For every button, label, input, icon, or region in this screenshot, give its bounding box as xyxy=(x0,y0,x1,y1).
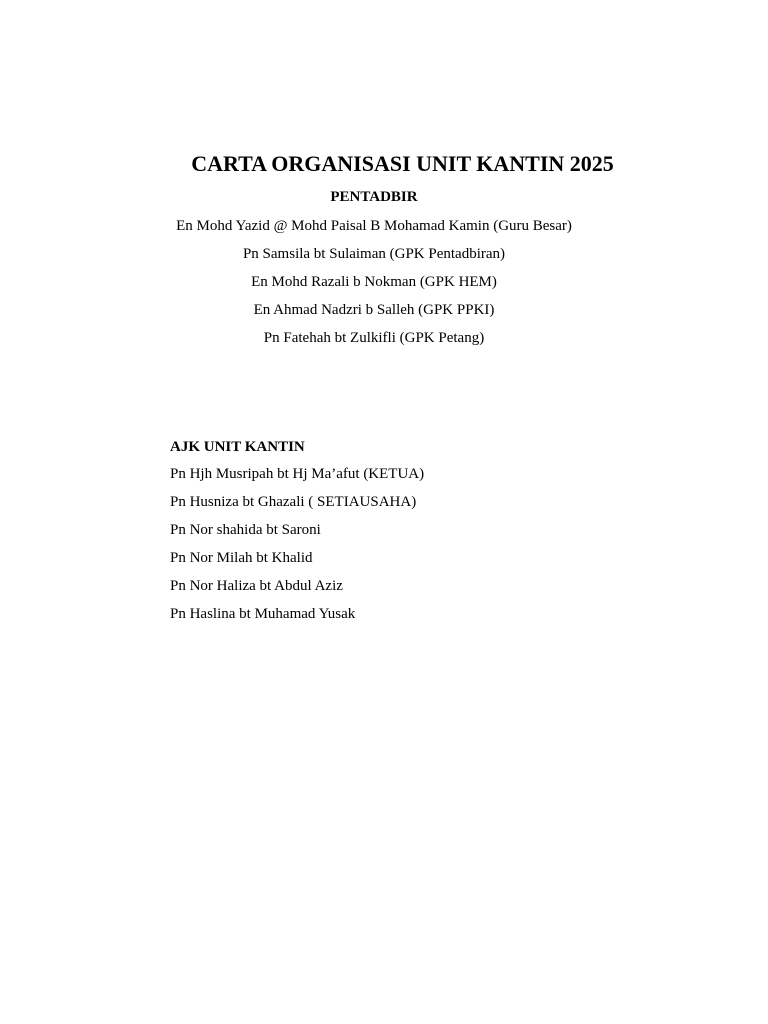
pentadbir-member: Pn Samsila bt Sulaiman (GPK Pentadbiran) xyxy=(242,246,506,262)
ajk-heading: AJK UNIT KANTIN xyxy=(170,439,305,455)
ajk-member: Pn Nor Milah bt Khalid xyxy=(170,550,313,566)
pentadbir-member: Pn Fatehah bt Zulkifli (GPK Petang) xyxy=(263,330,485,346)
ajk-member: Pn Nor shahida bt Saroni xyxy=(170,522,321,538)
ajk-member: Pn Hjh Musripah bt Hj Ma’afut (KETUA) xyxy=(170,466,425,482)
pentadbir-member: En Mohd Yazid @ Mohd Paisal B Mohamad Kamin (Guru Besar) xyxy=(176,218,572,234)
ajk-list xyxy=(170,460,424,628)
pentadbir-member: En Ahmad Nadzri b Salleh (GPK PPKI) xyxy=(253,302,495,318)
ajk-member: Pn Nor Haliza bt Abdul Aziz xyxy=(170,578,343,594)
pentadbir-heading: PENTADBIR xyxy=(330,189,418,205)
ajk-member: Pn Haslina bt Muhamad Yusak xyxy=(170,606,356,622)
pentadbir-list xyxy=(0,212,748,352)
ajk-member: Pn Husniza bt Ghazali ( SETIAUSAHA) xyxy=(170,494,417,510)
pentadbir-member: En Mohd Razali b Nokman (GPK HEM) xyxy=(251,274,497,290)
document-title: CARTA ORGANISASI UNIT KANTIN 2025 xyxy=(191,151,614,176)
